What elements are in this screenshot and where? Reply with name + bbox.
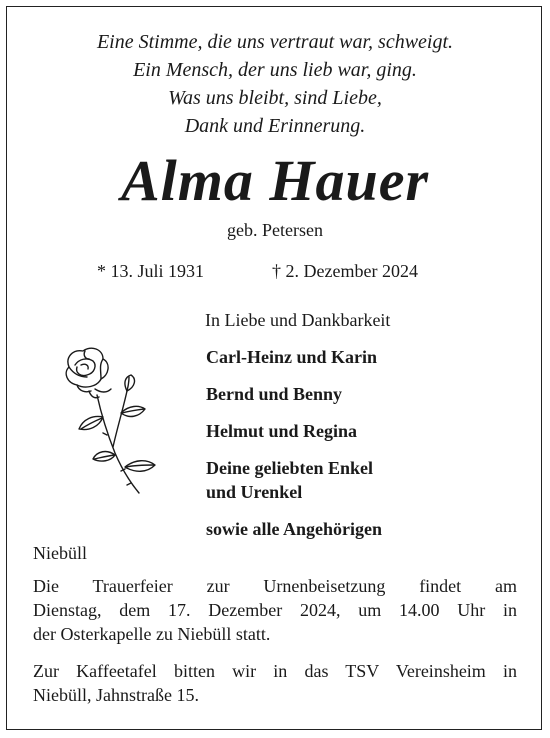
poem-line: Eine Stimme, die uns vertraut war, schweigt. [96,31,454,53]
death-date: † 2. Dezember 2024 [272,261,418,281]
mourner-name: und Urenkel [206,482,303,502]
ceremony-line: Dienstag, dem 17. Dezember 2024, um 14.00 Uhr in [33,600,517,620]
mourner-name: sowie alle Angehörigen [206,519,382,539]
ceremony-line: Die Trauerfeier zur Urnenbeisetzung findet am [33,576,517,596]
ceremony-line: der Osterkapelle zu Niebüll statt. [33,624,271,644]
maiden-name: geb. Petersen [227,220,323,240]
mourner-name: Carl-Heinz und Karin [206,347,378,367]
mourner-name: Helmut und Regina [206,421,358,441]
poem-line: Ein Mensch, der uns lieb war, ging. [133,59,417,81]
mourner-name: Bernd und Benny [206,384,343,404]
memorial-poem [0,28,550,140]
ceremony-paragraph [33,574,517,646]
birth-date: * 13. Juli 1931 [97,261,205,281]
mourners-greeting: In Liebe und Dankbarkeit [205,310,391,330]
coffee-line: Zur Kaffeetafel bitten wir in das TSV Vereinsheim in [33,661,517,681]
poem-line: Dank und Erinnerung. [184,115,366,137]
rose-icon [55,343,170,503]
mourner-name: Deine geliebten Enkel [206,458,373,478]
deceased-name: Alma Hauer [120,148,430,213]
coffee-paragraph [33,659,517,707]
coffee-line: Niebüll, Jahnstraße 15. [33,685,199,705]
place-name: Niebüll [33,543,87,563]
poem-line: Was uns bleibt, sind Liebe, [168,87,382,109]
